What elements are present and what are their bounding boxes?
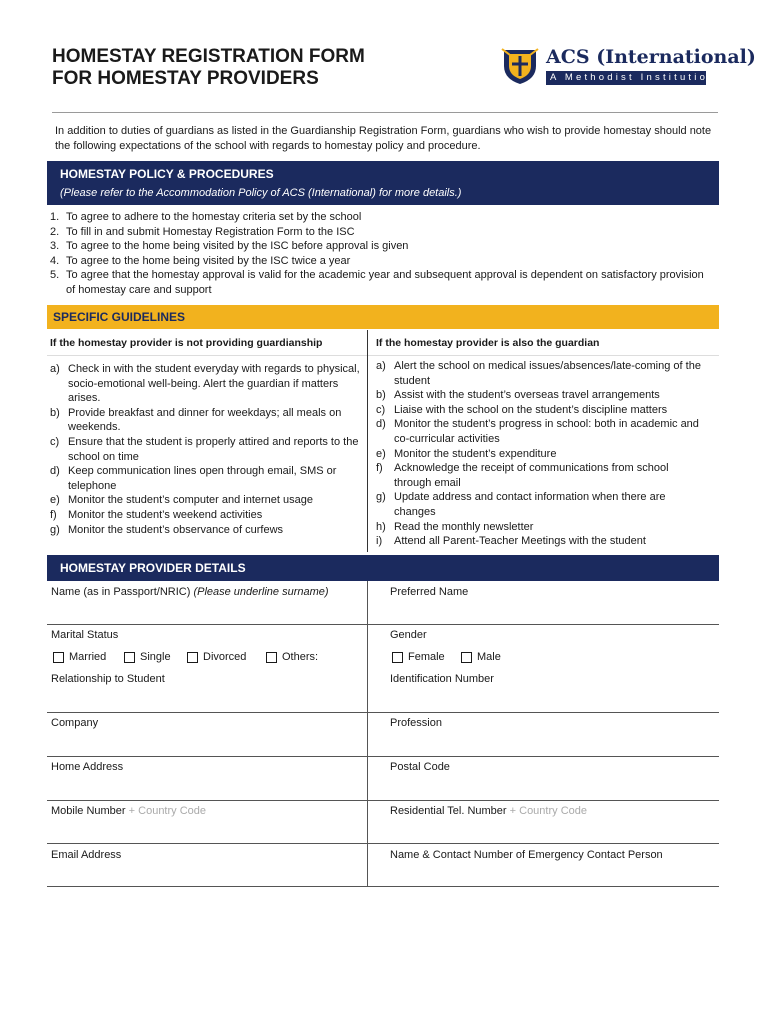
mobile-number-field[interactable] bbox=[51, 804, 206, 818]
policy-item bbox=[50, 225, 715, 240]
list-item-text: Ensure that the student is properly attired and reports to the school on time bbox=[68, 435, 359, 463]
policy-item-number: 5. bbox=[50, 269, 60, 282]
policy-item bbox=[50, 254, 715, 269]
policy-item bbox=[50, 239, 715, 254]
list-marker: g) bbox=[50, 523, 60, 536]
list-marker: a) bbox=[50, 363, 60, 375]
guidelines-left-list bbox=[50, 362, 362, 537]
list-marker: c) bbox=[50, 435, 60, 448]
checkbox-icon bbox=[187, 652, 198, 663]
preferred-name-field[interactable]: Preferred Name bbox=[390, 586, 469, 598]
policy-list bbox=[50, 210, 715, 298]
list-marker: f) bbox=[50, 508, 57, 521]
list-marker: c) bbox=[376, 403, 386, 416]
single-checkbox[interactable] bbox=[124, 650, 171, 664]
policy-item-text: To agree that the homestay approval is valid for the academic year and subsequent approval is dependent on satisfactory provision of homestay care and support bbox=[66, 269, 704, 296]
list-item bbox=[376, 520, 706, 535]
name-label: Name (as in Passport/NRIC) bbox=[51, 586, 191, 598]
policy-item-number: 2. bbox=[50, 225, 60, 238]
list-marker: i) bbox=[376, 535, 383, 548]
list-item-text: Check in with the student everyday with regards to physical, socio-emotional well-being. Alert the guardian if matters arises. bbox=[68, 363, 360, 405]
profession-field[interactable]: Profession bbox=[390, 717, 442, 729]
list-item-text: Monitor the student’s computer and internet usage bbox=[68, 494, 314, 507]
form-title-line2: FOR HOMESTAY PROVIDERS bbox=[52, 68, 319, 89]
others-label: Others: bbox=[282, 651, 319, 663]
guidelines-section-header: SPECIFIC GUIDELINES bbox=[47, 305, 719, 329]
list-marker: h) bbox=[376, 520, 386, 533]
grid-row-divider bbox=[47, 624, 719, 625]
list-item bbox=[50, 508, 362, 523]
others-checkbox[interactable] bbox=[266, 650, 318, 664]
list-marker: b) bbox=[376, 389, 386, 402]
list-item-text: Keep communication lines open through email, SMS or telephone bbox=[68, 465, 337, 492]
marital-status-label: Marital Status bbox=[51, 629, 119, 641]
list-marker: g) bbox=[376, 491, 386, 504]
list-item-text: Monitor the student’s observance of curfews bbox=[68, 523, 284, 536]
list-item-text: Liaise with the school on the student’s discipline matters bbox=[394, 403, 668, 416]
form-title bbox=[52, 46, 365, 90]
list-item bbox=[50, 464, 362, 493]
list-marker: d) bbox=[376, 418, 386, 431]
list-item-text: Attend all Parent-Teacher Meetings with the student bbox=[394, 535, 646, 548]
list-item bbox=[50, 435, 362, 464]
list-item-text: Monitor the student’s expenditure bbox=[394, 447, 557, 460]
home-address-field[interactable]: Home Address bbox=[51, 761, 124, 773]
email-field[interactable]: Email Address bbox=[51, 849, 122, 861]
grid-row-divider bbox=[47, 843, 719, 844]
header-divider bbox=[52, 112, 718, 113]
grid-row-divider bbox=[47, 756, 719, 757]
policy-item-number: 1. bbox=[50, 211, 60, 223]
list-item-text: Provide breakfast and dinner for weekdays; all meals on weekends. bbox=[68, 406, 342, 434]
married-label: Married bbox=[69, 651, 107, 663]
residential-tel-field[interactable] bbox=[390, 804, 587, 818]
checkbox-icon bbox=[53, 652, 64, 663]
policy-heading: HOMESTAY POLICY & PROCEDURES bbox=[60, 167, 274, 181]
list-item bbox=[376, 417, 706, 446]
checkbox-icon bbox=[392, 652, 403, 663]
relationship-field[interactable]: Relationship to Student bbox=[51, 673, 165, 685]
list-marker: d) bbox=[50, 465, 60, 478]
list-item bbox=[50, 406, 362, 435]
policy-item-number: 3. bbox=[50, 240, 60, 253]
form-title-line1: HOMESTAY REGISTRATION FORM bbox=[52, 46, 365, 67]
intro-text: In addition to duties of guardians as listed in the Guardianship Registration Form, guardians who wish to provide homestay should note the following expectations of the school with regards to homestay policy and procedure. bbox=[55, 125, 712, 152]
list-item bbox=[50, 362, 362, 406]
school-logo bbox=[500, 46, 756, 86]
male-checkbox[interactable] bbox=[461, 650, 501, 664]
grid-row-divider bbox=[47, 712, 719, 713]
single-label: Single bbox=[140, 651, 171, 663]
list-item bbox=[376, 403, 706, 418]
postal-code-field[interactable]: Postal Code bbox=[390, 761, 450, 773]
school-crest-icon bbox=[500, 46, 540, 86]
list-item bbox=[376, 388, 706, 403]
female-checkbox[interactable] bbox=[392, 650, 445, 664]
policy-section-header bbox=[47, 161, 719, 205]
policy-item bbox=[50, 268, 715, 297]
policy-subheading: (Please refer to the Accommodation Policy of ACS (International) for more details.) bbox=[60, 187, 462, 199]
grid-column-divider bbox=[367, 581, 368, 887]
details-form-grid bbox=[47, 581, 719, 887]
checkbox-icon bbox=[266, 652, 277, 663]
guidelines-right-heading: If the homestay provider is also the guardian bbox=[376, 337, 600, 349]
grid-row-divider bbox=[47, 800, 719, 801]
list-item-text: Monitor the student’s progress in school: both in academic and co-curricular activities bbox=[394, 418, 699, 445]
list-marker: f) bbox=[376, 462, 383, 475]
guidelines-column-divider bbox=[367, 330, 368, 552]
divorced-checkbox[interactable] bbox=[187, 650, 246, 664]
list-item-text: Assist with the student’s overseas travel arrangements bbox=[394, 389, 660, 402]
details-section-header: HOMESTAY PROVIDER DETAILS bbox=[47, 555, 719, 581]
emergency-contact-field[interactable]: Name & Contact Number of Emergency Contact Person bbox=[390, 849, 663, 861]
residential-tel-hint: + Country Code bbox=[509, 805, 587, 817]
list-item-text: Read the monthly newsletter bbox=[394, 520, 534, 533]
logo-tagline: A Methodist Institution bbox=[546, 71, 706, 85]
list-item bbox=[376, 490, 706, 519]
guidelines-right-list bbox=[376, 359, 706, 549]
mobile-hint: + Country Code bbox=[128, 805, 207, 817]
checkbox-icon bbox=[461, 652, 472, 663]
female-label: Female bbox=[408, 651, 445, 663]
list-marker: e) bbox=[376, 447, 386, 460]
policy-item-text: To agree to the home being visited by the ISC twice a year bbox=[66, 254, 351, 267]
grid-row-divider bbox=[47, 886, 719, 887]
list-marker: a) bbox=[376, 360, 386, 372]
list-item bbox=[50, 523, 362, 538]
checkbox-icon bbox=[124, 652, 135, 663]
name-field[interactable] bbox=[51, 585, 329, 599]
list-item bbox=[376, 447, 706, 462]
list-item bbox=[376, 534, 706, 549]
guidelines-left-heading: If the homestay provider is not providing guardianship bbox=[50, 337, 323, 349]
policy-item-text: To agree to the home being visited by the ISC before approval is given bbox=[66, 240, 409, 253]
list-item bbox=[376, 461, 706, 490]
male-label: Male bbox=[477, 651, 501, 663]
list-item-text: Update address and contact information when there are changes bbox=[394, 491, 666, 518]
policy-item-number: 4. bbox=[50, 254, 60, 267]
list-marker: e) bbox=[50, 494, 60, 507]
list-item bbox=[50, 493, 362, 508]
company-field[interactable]: Company bbox=[51, 717, 99, 729]
divorced-label: Divorced bbox=[203, 651, 247, 663]
list-item-text: Monitor the student’s weekend activities bbox=[68, 508, 263, 521]
list-item-text: Alert the school on medical issues/absences/late-coming of the student bbox=[394, 360, 701, 387]
gender-label: Gender bbox=[390, 629, 427, 641]
identification-field[interactable]: Identification Number bbox=[390, 673, 494, 685]
policy-item-text: To agree to adhere to the homestay criteria set by the school bbox=[66, 211, 362, 223]
list-item bbox=[376, 359, 706, 388]
list-item-text: Acknowledge the receipt of communications from school through email bbox=[394, 462, 669, 489]
married-checkbox[interactable] bbox=[53, 650, 106, 664]
logo-name: ACS (International) bbox=[546, 46, 756, 68]
guidelines-heading-divider bbox=[47, 355, 719, 356]
list-marker: b) bbox=[50, 406, 60, 419]
residential-tel-label: Residential Tel. Number bbox=[390, 805, 507, 817]
policy-item bbox=[50, 210, 715, 225]
name-hint: (Please underline surname) bbox=[193, 586, 329, 598]
policy-item-text: To fill in and submit Homestay Registration Form to the ISC bbox=[66, 225, 355, 238]
mobile-label: Mobile Number bbox=[51, 805, 126, 817]
